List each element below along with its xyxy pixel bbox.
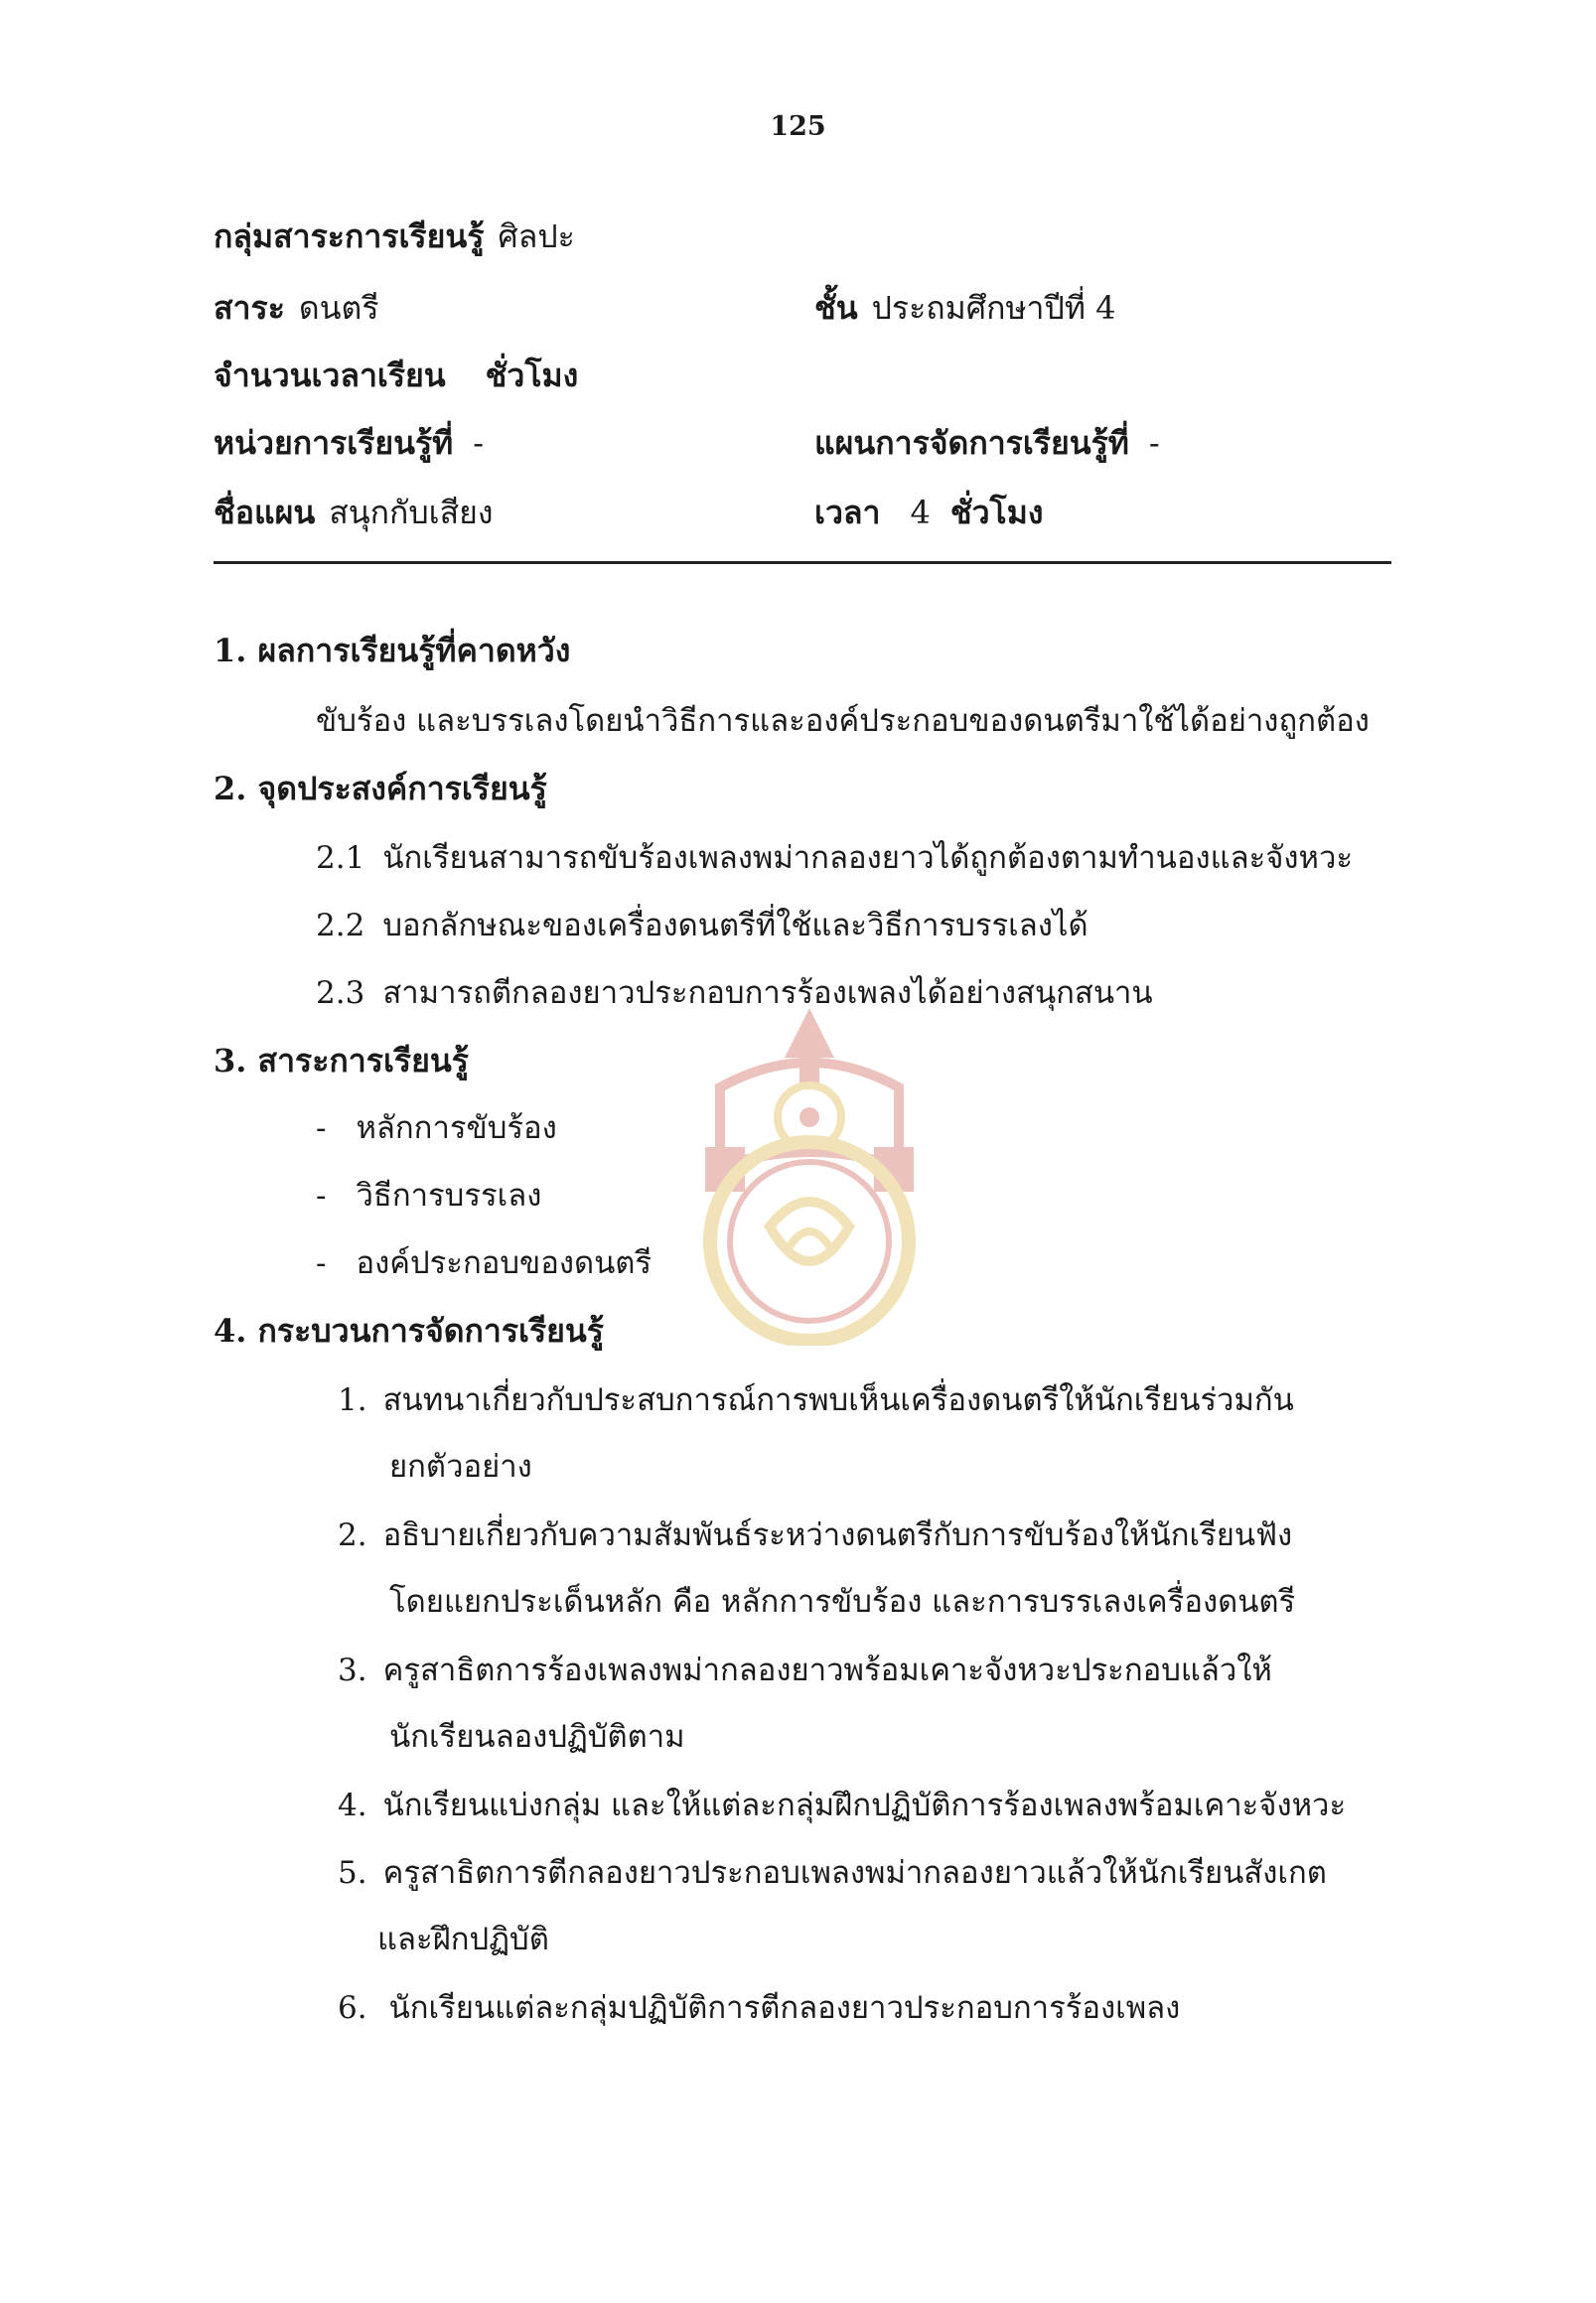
page-number: 125 [770,111,826,142]
plan-label: แผนการจัดการเรียนรู้ที่ [814,424,1129,462]
step-number: 5. [338,1855,367,1891]
strand-label: สาระ [214,289,285,327]
section-4-title: 4. กระบวนการจัดการเรียนรู้ [214,1312,604,1350]
step-text-continued: โดยแยกประเด็นหลัก คือ หลักการขับร้อง และการบรรเลงเครื่องดนตรี [389,1584,1296,1620]
bullet: - [316,1178,327,1214]
step-text-continued: และฝึกปฏิบัติ [377,1922,549,1957]
subject-group-row [214,215,575,258]
step-text-continued: ยกตัวอย่าง [389,1449,532,1485]
watermark-seal-icon [660,998,958,1346]
step-text: นักเรียนแบ่งกลุ่ม และให้แต่ละกลุ่มฝึกปฏิบัติการร้องเพลงพร้อมเคาะจังหวะ [382,1788,1347,1823]
bullet: - [316,1245,327,1281]
content-text: องค์ประกอบของดนตรี [356,1245,653,1281]
process-step [338,1513,1292,1557]
plan-name-label: ชื่อแผน [214,494,316,531]
subject-group-value: ศิลปะ [498,217,575,255]
hours-label: จำนวนเวลาเรียน [214,357,446,394]
objective-text: นักเรียนสามารถขับร้องเพลงพม่ากลองยาวได้ถูกต้องตามทำนองและจังหวะ [382,840,1354,876]
objective-text: บอกลักษณะของเครื่องดนตรีที่ใช้และวิธีการบรรเลงได้ [382,908,1088,943]
process-step [338,1649,1272,1692]
step-number: 4. [338,1788,367,1823]
content-text: หลักการขับร้อง [356,1110,557,1146]
objective-item [316,836,1353,880]
unit-row [214,421,484,465]
step-number: 6. [338,1990,367,2026]
unit-label: หน่วยการเรียนรู้ที่ [214,424,454,462]
plan-name-row [214,491,494,534]
step-text: สนทนาเกี่ยวกับประสบการณ์การพบเห็นเครื่องดนตรีให้นักเรียนร่วมกัน [382,1382,1294,1418]
process-step [338,1784,1346,1827]
process-step [338,1986,1180,2030]
subject-group-label: กลุ่มสาระการเรียนรู้ [214,217,485,255]
step-number: 3. [338,1653,367,1688]
content-item [316,1241,652,1285]
time-label: เวลา [814,494,881,531]
objective-text: สามารถตีกลองยาวประกอบการร้องเพลงได้อย่างสนุกสนาน [382,975,1153,1011]
step-number: 2. [338,1517,367,1553]
grade-label: ชั้น [814,289,858,327]
time-unit: ชั่วโมง [949,494,1044,531]
plan-row [814,421,1160,465]
header-divider [214,561,1391,564]
objective-number: 2.3 [316,975,365,1011]
step-text: ครูสาธิตการตีกลองยาวประกอบเพลงพม่ากลองยาวแล้วให้นักเรียนสังเกต [382,1855,1327,1891]
step-text-continued: นักเรียนลองปฏิบัติตาม [389,1719,685,1755]
section-2-title: 2. จุดประสงค์การเรียนรู้ [214,770,547,807]
time-value: 4 [910,494,931,531]
objective-item [316,904,1088,947]
section-3-title: 3. สาระการเรียนรู้ [214,1042,469,1080]
objective-number: 2.1 [316,840,365,876]
content-item [316,1174,541,1218]
section-1-title: 1. ผลการเรียนรู้ที่คาดหวัง [214,632,571,669]
strand-value: ดนตรี [298,289,379,327]
step-number: 1. [338,1382,367,1418]
hours-row [214,354,578,397]
process-step [338,1851,1327,1895]
hours-value: ชั่วโมง [485,357,579,394]
objective-item [316,971,1153,1015]
unit-value: - [473,424,485,462]
time-row [814,491,1043,534]
plan-name-value: สนุกกับเสียง [329,494,494,531]
objective-number: 2.2 [316,908,365,943]
step-text: อธิบายเกี่ยวกับความสัมพันธ์ระหว่างดนตรีกับการขับร้องให้นักเรียนฟัง [382,1517,1293,1553]
step-text: นักเรียนแต่ละกลุ่มปฏิบัติการตีกลองยาวประกอบการร้องเพลง [388,1990,1181,2026]
content-text: วิธีการบรรเลง [356,1178,542,1214]
process-step [338,1378,1294,1422]
grade-value: ประถมศึกษาปีที่ 4 [871,289,1116,327]
strand-row [214,286,379,330]
content-item [316,1106,557,1150]
step-text: ครูสาธิตการร้องเพลงพม่ากลองยาวพร้อมเคาะจังหวะประกอบแล้วให้ [382,1653,1272,1688]
bullet: - [316,1110,327,1146]
grade-row [814,286,1115,330]
section-1-body: ขับร้อง และบรรเลงโดยนำวิธีการและองค์ประกอบของดนตรีมาใช้ได้อย่างถูกต้อง [316,703,1370,739]
plan-value: - [1148,424,1160,462]
